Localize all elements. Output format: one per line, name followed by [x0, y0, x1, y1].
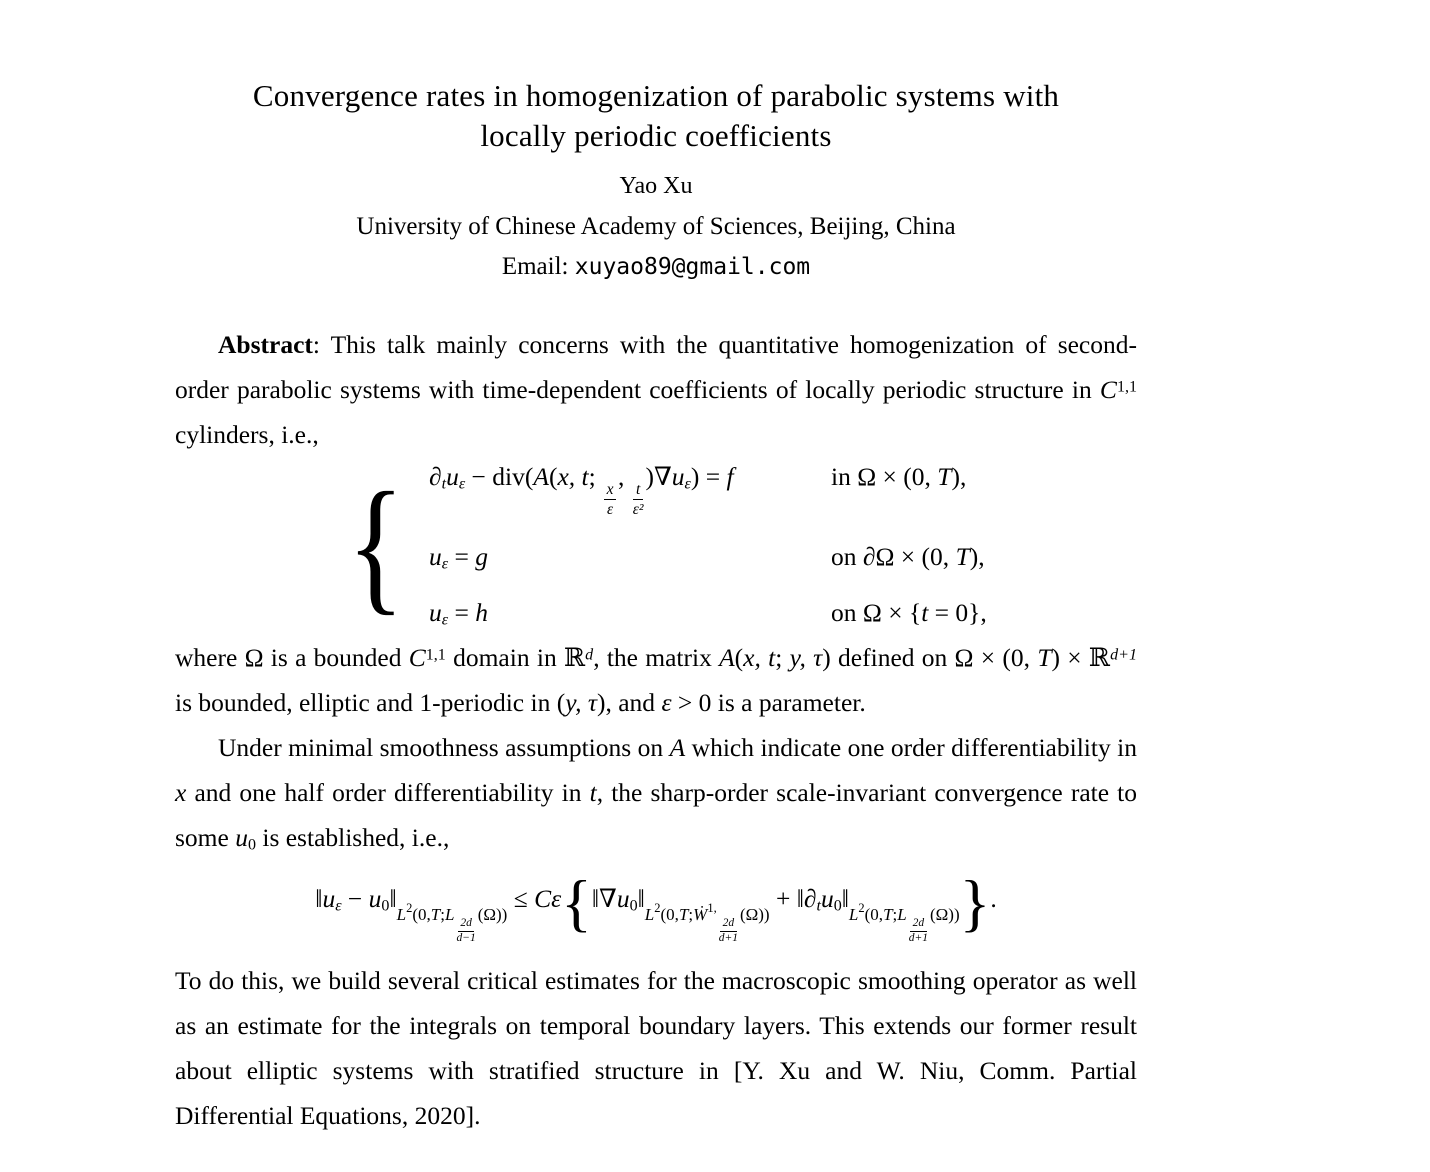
text-run: 1,1	[425, 646, 446, 664]
equation-system	[347, 461, 1137, 629]
text-run: in Ω × (0,	[831, 461, 938, 491]
text-run: domain in ℝ	[445, 643, 586, 672]
text-run: and one half order differentiability in	[186, 778, 590, 807]
text-run: ;	[892, 905, 898, 924]
text-run: (0,	[864, 905, 884, 924]
paper-title	[175, 76, 1137, 156]
author-name: Yao Xu	[619, 173, 693, 199]
text-run: ), and	[597, 688, 662, 717]
email-address: xuyao89@gmail.com	[574, 254, 811, 280]
text-run: L	[444, 905, 455, 924]
text-run: {	[561, 867, 592, 938]
text-run: ∂	[429, 461, 442, 491]
text-run: which indicate one order differentiability in	[685, 733, 1137, 762]
text-run: ≤	[507, 884, 535, 913]
equation-1-domain	[831, 460, 987, 518]
text-run: d+1	[1110, 646, 1137, 664]
text-run: ),	[951, 461, 967, 491]
text-run: To do this, we build several critical estimates for the macroscopic smoothing operator as well as an estimate for the integrals on temporal boundary layers. This extends our former result about elliptic systems with stratified structure in [Y. Xu and W. Niu, Comm. Partial Differential Equations, 2020].	[175, 966, 1137, 1130]
text-run: (Ω))	[739, 905, 770, 924]
text-run: u	[235, 823, 248, 852]
text-run: is established, i.e.,	[255, 823, 450, 852]
text-run: ε	[335, 897, 342, 915]
text-run: ‖	[389, 884, 397, 913]
text-run: is bounded, elliptic and 1-periodic in (	[175, 688, 566, 717]
abstract-paragraph	[175, 322, 1137, 457]
equation-3-domain	[831, 596, 987, 630]
equation-2-domain	[831, 540, 987, 574]
equation-3-lhs	[429, 596, 831, 630]
text-run: L	[396, 905, 407, 924]
text-run: )∇	[645, 461, 672, 491]
text-run: ‖	[796, 884, 804, 913]
text-run: ;	[688, 905, 694, 924]
text-run: on Ω × {	[831, 598, 922, 628]
text-run: =	[448, 598, 476, 628]
text-run: u	[368, 884, 382, 913]
text-run: cylinders, i.e.,	[175, 420, 319, 449]
text-run: .	[990, 884, 997, 913]
text-run: t	[441, 475, 447, 493]
text-run: A	[669, 733, 686, 762]
text-run: L	[848, 905, 859, 924]
text-run: C	[1099, 375, 1117, 404]
text-run: ;	[775, 643, 790, 672]
text-run: T	[1037, 643, 1052, 672]
text-run: ‖	[841, 884, 849, 913]
text-run: (Ω))	[930, 905, 960, 924]
text-run: (Ω))	[477, 905, 508, 924]
math-fraction: $\frac{t}{\text{ε²}}$	[632, 480, 644, 518]
text-run: T	[678, 905, 689, 924]
system-left-brace: {	[347, 462, 405, 628]
text-run: 0	[381, 897, 390, 915]
convergence-rate-inequality	[175, 868, 1137, 956]
text-run: (0,	[660, 905, 679, 924]
text-run: T	[955, 542, 970, 572]
text-run: u	[322, 884, 336, 913]
text-run: (	[548, 461, 558, 491]
text-run: − div(	[465, 461, 534, 491]
text-run: = 0},	[928, 598, 987, 628]
text-run: 2	[654, 901, 661, 915]
text-run: 0	[833, 897, 842, 915]
text-run: t	[921, 598, 929, 628]
text-run: }	[959, 867, 991, 938]
text-run: ;	[440, 905, 445, 924]
affiliation: University of Chinese Academy of Sciences, Beijing, China	[356, 213, 956, 240]
where-paragraph	[175, 635, 1137, 725]
text-run: 1,	[707, 901, 717, 915]
paper-abstract-document	[175, 76, 1137, 1138]
equation-1-lhs	[429, 460, 831, 518]
text-run: u	[616, 884, 630, 913]
text-run: (0,	[412, 905, 431, 924]
text-run: x, t	[557, 461, 589, 491]
text-run: T	[937, 461, 952, 491]
text-run: A	[533, 461, 549, 491]
text-run: L	[644, 905, 655, 924]
equation-rows	[429, 460, 987, 630]
text-run: 1,1	[1116, 378, 1137, 396]
text-run: ‖	[637, 884, 645, 913]
text-run: C	[534, 884, 552, 913]
text-run: u	[429, 542, 442, 572]
text-run: , the matrix	[593, 643, 720, 672]
text-run: u	[820, 884, 834, 913]
text-run: t	[589, 778, 597, 807]
text-run: ) =	[690, 461, 727, 491]
text-run: ε	[684, 475, 691, 493]
text-run: 0	[629, 897, 638, 915]
text-run: g	[475, 542, 488, 572]
text-run: ∂	[803, 884, 817, 913]
text-run: ε	[441, 555, 449, 573]
text-run: ,	[617, 461, 631, 491]
email-line	[175, 252, 1137, 282]
text-run: 0	[247, 836, 256, 854]
text-run: C	[408, 643, 426, 672]
text-run: u	[429, 598, 442, 628]
text-run: on ∂Ω × (0,	[831, 542, 956, 572]
text-run: Abstract	[218, 330, 313, 359]
text-run: ε	[458, 475, 466, 493]
math-fraction: $\frac{2d}{d+1}$	[718, 917, 738, 945]
text-run: =	[448, 542, 476, 572]
math-fraction: $\frac{x}{\varepsilon}$	[604, 481, 616, 518]
text-run: 2	[858, 901, 865, 915]
text-run: ε	[551, 884, 562, 913]
text-run: Under minimal smoothness assumptions on	[218, 733, 670, 762]
email-label: Email:	[501, 253, 575, 280]
text-run: x, t	[743, 643, 776, 672]
text-run: d	[585, 646, 594, 664]
text-run: , the sharp-order scale-invariant convergence rate to some	[175, 778, 1138, 852]
text-run: ε	[661, 688, 672, 717]
text-run: : This talk mainly concerns with the quantitative homogenization of second-order parabolic systems with time-dependent coefficients of locally periodic structure in	[175, 330, 1137, 404]
text-run: ‖	[315, 884, 323, 913]
text-run: ‖∇	[591, 884, 617, 913]
text-run: t	[816, 897, 821, 915]
text-run: −	[341, 884, 369, 913]
text-run: y, τ	[789, 643, 823, 672]
paper-title-line2: locally periodic coefficients	[480, 118, 832, 153]
text-run: u	[671, 461, 685, 491]
equation-2-lhs	[429, 540, 831, 574]
text-run: > 0 is a parameter.	[671, 688, 866, 717]
closing-paragraph	[175, 958, 1137, 1138]
text-run: L	[897, 905, 907, 924]
text-run: Ẇ	[693, 905, 708, 924]
text-run: (	[734, 643, 744, 672]
math-fraction: $\frac{2d}{d+1}$	[908, 917, 928, 945]
text-run: x	[175, 778, 187, 807]
text-run: y, τ	[565, 688, 597, 717]
text-run: h	[475, 598, 488, 628]
text-run: ε	[441, 611, 449, 629]
text-run: A	[719, 643, 735, 672]
text-run: ) × ℝ	[1051, 643, 1111, 672]
paper-title-line1: Convergence rates in homogenization of parabolic systems with	[252, 78, 1060, 113]
text-run: ) defined on Ω × (0,	[822, 643, 1038, 672]
text-run: 2	[406, 901, 413, 915]
text-run: ),	[969, 542, 985, 572]
text-run: +	[769, 884, 797, 913]
text-run: T	[430, 905, 441, 924]
text-run: T	[883, 905, 893, 924]
text-run: f	[726, 461, 734, 491]
text-run: ;	[588, 461, 603, 491]
under-paragraph	[175, 725, 1137, 860]
text-run: u	[446, 461, 459, 491]
text-run: where Ω is a bounded	[175, 643, 409, 672]
math-fraction: $\frac{2d}{d-1}$	[456, 917, 476, 945]
